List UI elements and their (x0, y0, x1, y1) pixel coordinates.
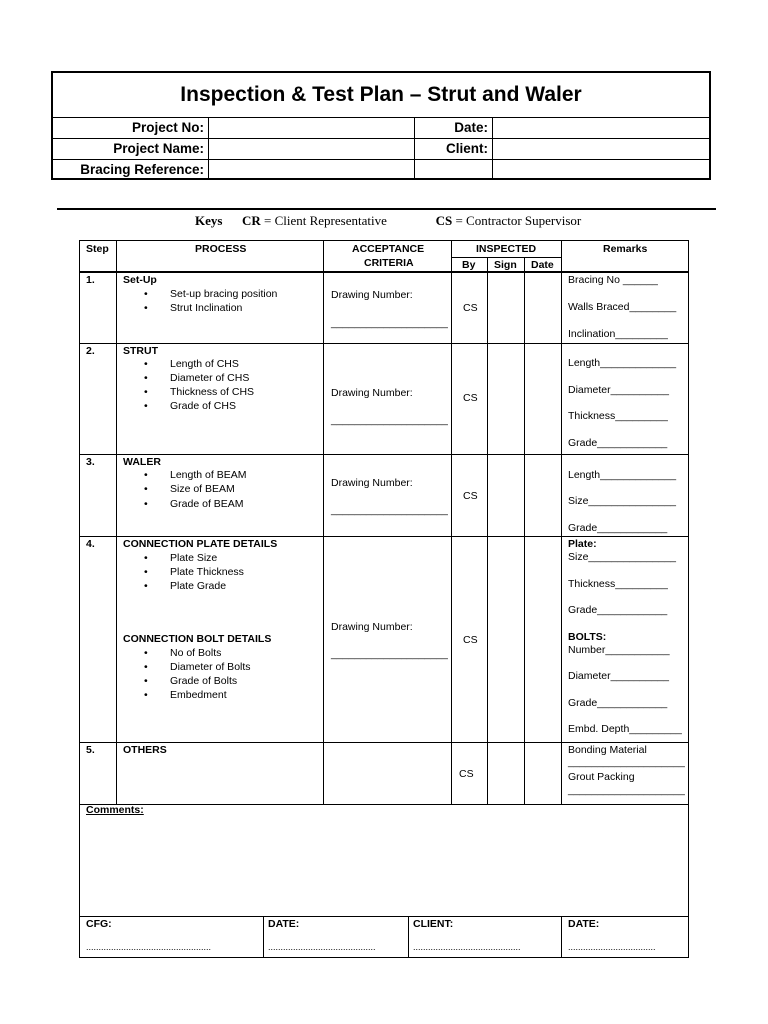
row-divider (80, 804, 688, 805)
date-signature-line[interactable]: ........................................... (268, 942, 376, 952)
remark: Inclination_________ (568, 328, 668, 340)
header-date: Date (531, 259, 554, 271)
criteria-label: Drawing Number: (331, 621, 413, 633)
row-step: 1. (86, 274, 95, 286)
criteria-label: Drawing Number: (331, 387, 413, 399)
header-process: PROCESS (195, 243, 247, 255)
cr-code: CR (241, 213, 261, 228)
project-name-field[interactable] (209, 138, 415, 159)
keys-legend (195, 213, 581, 229)
remark: Grout Packing (568, 771, 635, 783)
header-step: Step (86, 243, 109, 255)
list-item: • Diameter of CHS (170, 371, 249, 385)
remark: Grade____________ (568, 697, 668, 709)
remark-heading: Plate: (568, 538, 597, 550)
list-item: • Diameter of Bolts (170, 660, 251, 674)
client-field[interactable] (493, 138, 709, 159)
criteria-label: Drawing Number: (331, 477, 413, 489)
criteria-line: ____________________ (331, 504, 448, 516)
column-divider (487, 257, 488, 804)
remark: Bracing No ______ (568, 274, 658, 286)
cfg-signature-line[interactable]: .................................................. (86, 942, 212, 952)
blank-cell (415, 159, 493, 180)
list-item: • Length of BEAM (170, 468, 246, 482)
remark: Size_______________ (568, 495, 677, 507)
bracing-reference-label: Bracing Reference: (53, 159, 209, 180)
row-title: Set-Up (123, 274, 157, 286)
inspected-by: CS (463, 490, 478, 502)
remark: ____________________ (568, 756, 685, 768)
inspected-by: CS (463, 302, 478, 314)
client-label: Client: (415, 138, 493, 159)
column-divider (323, 241, 324, 804)
column-divider (561, 916, 562, 957)
row-divider (80, 343, 688, 344)
date-label: DATE: (568, 918, 600, 930)
row-title: OTHERS (123, 744, 167, 756)
criteria-label: Drawing Number: (331, 289, 413, 301)
cr-text: = Client Representative (263, 213, 387, 228)
remark: Bonding Material (568, 744, 647, 756)
remark: Length_____________ (568, 357, 677, 369)
remark: Size_______________ (568, 551, 677, 563)
project-no-label: Project No: (53, 117, 209, 138)
row-title: WALER (123, 456, 161, 468)
client-signature-line[interactable]: ........................................... (413, 942, 521, 952)
date-signature-line[interactable]: ................................... (568, 942, 656, 952)
criteria-line: ____________________ (331, 317, 448, 329)
list-item: • Embedment (170, 688, 227, 702)
remark: ____________________ (568, 784, 685, 796)
comments-label: Comments: (86, 804, 144, 816)
list-item: • Length of CHS (170, 357, 239, 371)
row-step: 3. (86, 456, 95, 468)
list-item: • Plate Grade (170, 579, 226, 593)
row-title: CONNECTION PLATE DETAILS (123, 538, 278, 550)
remark-heading: BOLTS: (568, 631, 607, 643)
header-block (51, 71, 711, 180)
remark: Grade____________ (568, 522, 668, 534)
remark: Walls Braced________ (568, 301, 677, 313)
list-item: • Grade of Bolts (170, 674, 237, 688)
column-divider (451, 241, 452, 804)
list-item: • Plate Size (170, 551, 217, 565)
separator-line (57, 208, 716, 210)
list-item: • Thickness of CHS (170, 385, 254, 399)
cfg-label: CFG: (86, 918, 112, 930)
criteria-line: ____________________ (331, 414, 448, 426)
row-step: 4. (86, 538, 95, 550)
blank-cell (493, 159, 709, 180)
row-title: STRUT (123, 345, 158, 357)
row-divider (80, 454, 688, 455)
list-item: • Size of BEAM (170, 482, 235, 496)
inspection-table (79, 240, 689, 958)
comments-field[interactable] (81, 819, 687, 915)
header-row-bracing-reference (53, 159, 709, 180)
remark: Number___________ (568, 644, 670, 656)
project-name-label: Project Name: (53, 138, 209, 159)
header-criteria: CRITERIA (364, 257, 414, 269)
column-divider (524, 257, 525, 804)
remark: Diameter__________ (568, 384, 669, 396)
client-label: CLIENT: (413, 918, 454, 930)
list-item: • Grade of CHS (170, 399, 236, 413)
list-item: • Plate Thickness (170, 565, 244, 579)
remark: Embd. Depth_________ (568, 723, 682, 735)
column-divider (263, 916, 264, 957)
remark: Grade____________ (568, 437, 668, 449)
header-row-project-no (53, 117, 709, 139)
inspected-by: CS (463, 392, 478, 404)
remark: Grade____________ (568, 604, 668, 616)
remark: Diameter__________ (568, 670, 669, 682)
inspected-by: CS (463, 634, 478, 646)
column-divider (561, 241, 562, 804)
list-item: • Strut Inclination (170, 301, 242, 315)
project-no-field[interactable] (209, 117, 415, 138)
date-label: Date: (415, 117, 493, 138)
row-step: 5. (86, 744, 95, 756)
header-by: By (462, 259, 476, 271)
bracing-reference-field[interactable] (209, 159, 415, 180)
list-item: • Set-up bracing position (170, 287, 277, 301)
list-item: • No of Bolts (170, 646, 221, 660)
row-step: 2. (86, 345, 95, 357)
page-title: Inspection & Test Plan – Strut and Waler (53, 73, 709, 118)
criteria-line: ____________________ (331, 648, 448, 660)
remark: Length_____________ (568, 469, 677, 481)
header-remarks: Remarks (603, 243, 648, 255)
cs-text: = Contractor Supervisor (455, 213, 582, 228)
column-divider (116, 241, 117, 804)
header-sign: Sign (494, 259, 517, 271)
header-inspected: INSPECTED (476, 243, 537, 255)
column-divider (408, 916, 409, 957)
date-field[interactable] (493, 117, 709, 138)
keys-label: Keys (195, 213, 223, 228)
remark: Thickness_________ (568, 578, 668, 590)
header-row-project-name (53, 138, 709, 160)
list-item: • Grade of BEAM (170, 497, 244, 511)
date-label: DATE: (268, 918, 300, 930)
cs-code: CS (435, 213, 453, 228)
row-title: CONNECTION BOLT DETAILS (123, 633, 272, 645)
inspected-by: CS (459, 768, 474, 780)
header-acceptance: ACCEPTANCE (352, 243, 425, 255)
remark: Thickness_________ (568, 410, 668, 422)
